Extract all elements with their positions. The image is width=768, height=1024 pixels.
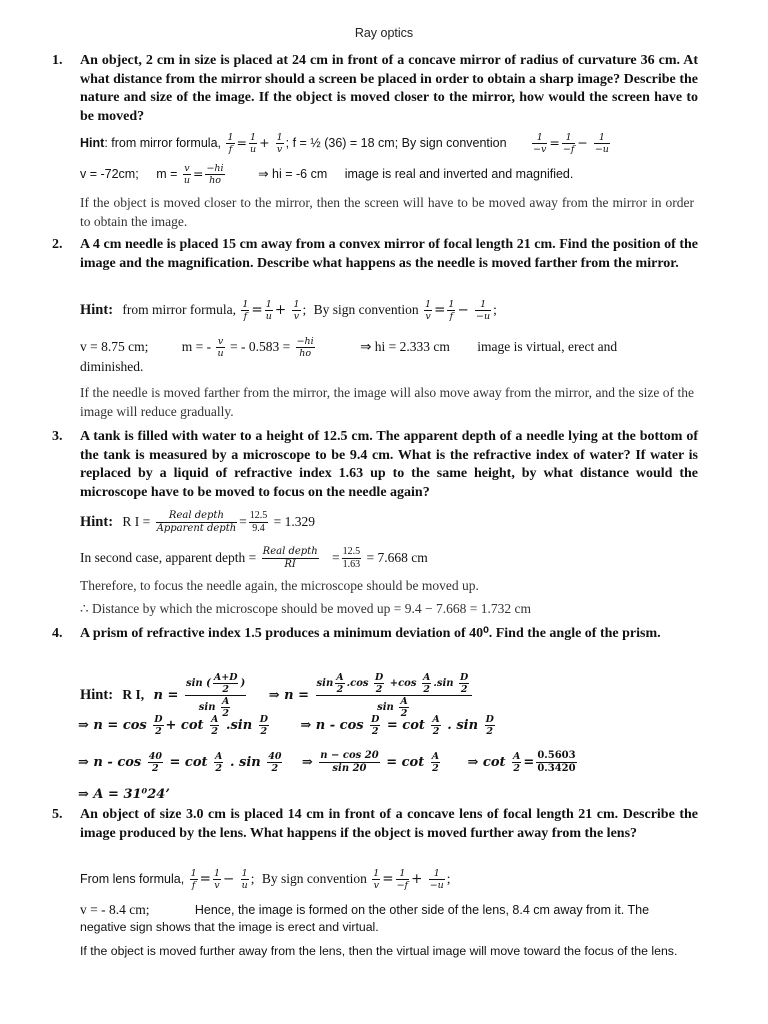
q4-hint-line: Hint: R I, n = sin ( $\frac{A+D}{2}$ ) sin $\frac{A}{2}$ ⇒ n = sin $\frac{A}{2}$ .cos $\frac{D}{2}$ +cos $\frac{A}{2}$ .sin $\frac{D}{2}$ sin $\frac{A}{2}$ <box>80 672 474 719</box>
question-number: 4. <box>52 626 63 641</box>
q2-hint-line: Hint: from mirror formula, $\frac{1}{f}$ = $\frac{1}{u}$ + $\frac{1}{v}$ ; By sign convention $\frac{1}{v}$ = $\frac{1}{f}$ − $\frac{1}{-u}$ ; <box>80 299 497 322</box>
question-3 <box>52 428 698 502</box>
question-number: 1. <box>52 53 63 68</box>
q5-hint-line: From lens formula, $\frac{1}{f}$ = $\frac{1}{v}$ − $\frac{1}{u}$ ; By sign convention $\frac{1}{v}$ = $\frac{1}{-f}$ + $\frac{1}{-u}$ ; <box>80 868 451 891</box>
question-text: An object, 2 cm in size is placed at 24 cm in front of a concave mirror of radius of curvature 36 cm. At what distance from the mirror should a screen be placed in order to obtain a sharp image? Describe the nature and size of the image. If the object is moved closer to the mirror, how would the screen have to be moved? <box>80 53 698 124</box>
q1-explanation: If the object is moved closer to the mirror, then the screen will have to be moved away from the mirror in order to obtain the image. <box>80 195 694 229</box>
q3-therefore: Therefore, to focus the needle again, the microscope should be moved up. <box>80 578 479 593</box>
question-number: 3. <box>52 429 63 444</box>
question-5 <box>52 806 698 843</box>
page-title: Ray optics <box>354 26 414 40</box>
q4-step-2: ⇒ n - cos $\frac{40}{2}$ = cot $\frac{A}{2}$ . sin $\frac{40}{2}$ ⇒ $\frac{n - \cos 20}{\sin 20}$ = cot $\frac{A}{2}$ ⇒ cot $\frac{A}{2}$ = $\frac{0.5603}{0.3420}$ <box>78 750 576 774</box>
question-text: An object of size 3.0 cm is placed 14 cm in front of a concave lens of focal length 21 cm. Describe the image produced by the lens. What happens if the object is moved further away from the lens? <box>80 807 698 841</box>
q5-result-line-2: negative sign shows that the image is erect and virtual. <box>80 920 379 934</box>
q4-result: ⇒ A = 31⁰24’ <box>78 787 170 802</box>
q2-explanation: If the needle is moved farther from the mirror, the image will also move away from the mirror, and the size of the image will reduce gradually. <box>80 385 694 419</box>
question-2 <box>52 236 698 273</box>
question-4 <box>52 625 698 644</box>
sign-convention-formula: $\frac{1}{-v}$ = $\frac{1}{-f}$ − $\frac{1}{-u}$ <box>533 132 609 155</box>
q4-step-1: ⇒ n = cos $\frac{D}{2}$ + cot $\frac{A}{2}$ .sin $\frac{D}{2}$ ⇒ n - cos $\frac{D}{2}$ = cot $\frac{A}{2}$ . sin $\frac{D}{2}$ <box>78 714 494 737</box>
q2-result-line-2: diminished. <box>80 359 144 374</box>
q5-explanation: If the object is moved further away from the lens, then the virtual image will move toward the focus of the lens. <box>80 944 678 958</box>
question-number: 2. <box>52 237 63 252</box>
q5-result-line: v = - 8.4 cm; Hence, the image is formed on the other side of the lens, 8.4 cm away from it. The <box>80 902 650 917</box>
question-text: A tank is filled with water to a height of 12.5 cm. The apparent depth of a needle lying at the bottom of the tank is measured by a microscope to be 9.4 cm. What is the refractive index of water? If water is replaced by a liquid of refractive index 1.63 up to the same height, by what distance would the microscope have to be moved to focus on the needle again? <box>80 429 698 500</box>
q3-hint-line: Hint: R I = $\frac{\text{Real depth}}{\text{Apparent depth}}$ = $\frac{12.5}{9.4}$ = 1.329 <box>80 510 316 535</box>
question-text: A 4 cm needle is placed 15 cm away from a convex mirror of focal length 21 cm. Find the position of the image and the magnification. Describe what happens as the needle is moved farther from the mirror. <box>80 237 698 271</box>
question-text: A prism of refractive index 1.5 produces a minimum deviation of 40⁰. Find the angle of the prism. <box>80 626 661 641</box>
mirror-formula: $\frac{1}{f}$ = $\frac{1}{u}$ + $\frac{1}{v}$ <box>227 132 283 155</box>
q2-result-line: v = 8.75 cm; m = - $\frac{v}{u}$ = - 0.583 = $\frac{-hi}{ho}$ ⇒ hi = 2.333 cm image is virtual, erect and <box>80 336 618 359</box>
q3-distance: ∴ Distance by which the microscope should be moved up = 9.4 − 7.668 = 1.732 cm <box>80 601 531 616</box>
q1-result-line: v = -72cm; m = $\frac{v}{u}$ = $\frac{-hi}{ho}$ ⇒ hi = -6 cm image is real and inverted and magnified. <box>80 163 574 186</box>
q1-hint-line: Hint: from mirror formula, $\frac{1}{f}$ = $\frac{1}{u}$ + $\frac{1}{v}$ ; f = ½ (36) = 18 cm; By sign convention $\frac{1}{-v}$ = $\frac{1}{-f}$ − $\frac{1}{-u}$ <box>80 132 612 155</box>
question-1 <box>52 52 698 126</box>
q3-second-case: In second case, apparent depth = $\frac{\text{Real depth}}{RI}$ = $\frac{12.5}{1.63}$ = 7.668 cm <box>80 546 428 571</box>
question-number: 5. <box>52 807 63 822</box>
